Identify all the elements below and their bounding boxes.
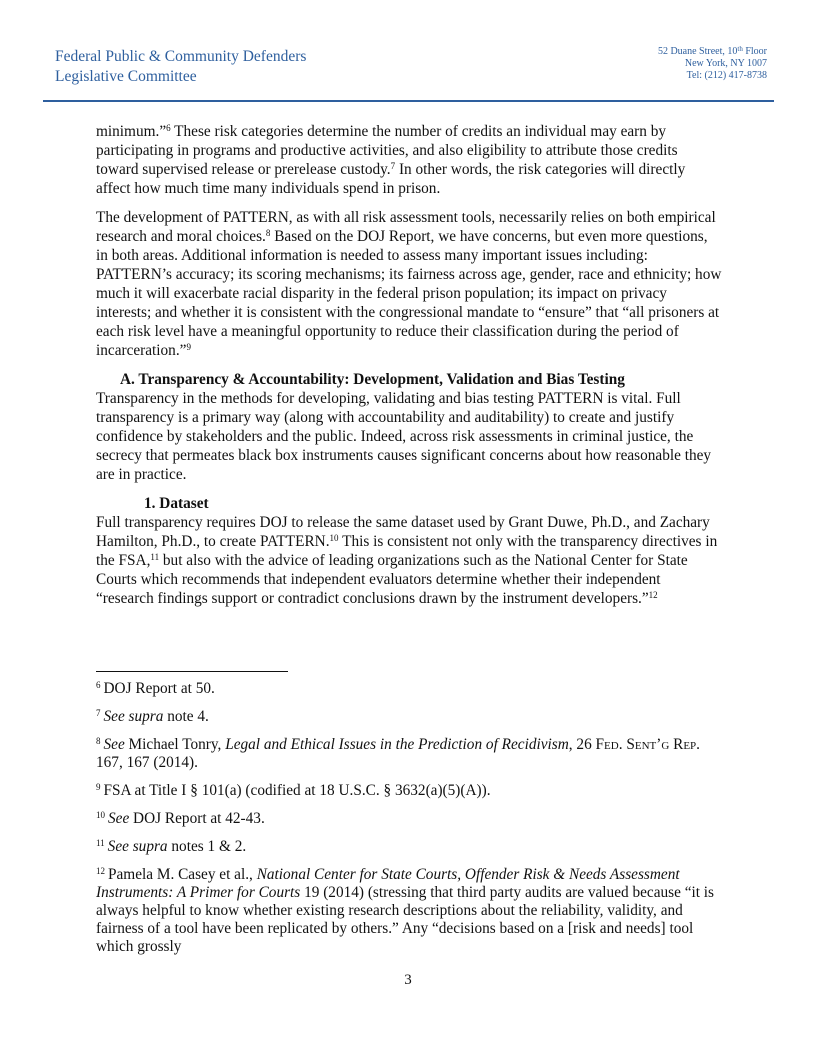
footnote-11: $^{11}$ See supra notes 1 & 2. xyxy=(96,838,247,855)
footnote-ref-12[interactable]: 12 xyxy=(648,590,658,600)
footnote-8: $^8$ See Michael Tonry, Legal and Ethical Issues in the Prediction of Recidivism, 26 Fed. Sent’g Rep. 167, 167 (2014). xyxy=(96,736,700,771)
footnote-ref-10[interactable]: 10 xyxy=(329,533,339,543)
footnote-ref-8[interactable]: 8 xyxy=(265,228,271,238)
org-name: Federal Public & Community Defenders xyxy=(55,48,307,65)
paragraph-pattern-development: The development of PATTERN, as with all risk assessment tools, necessarily relies on both empirical research and moral choices.$^8$ Based on the DOJ Report, we have concerns, but even more questions, in both areas. Additional information is needed to assess many important issues including: PATTERN’s accuracy; its scoring mechanisms; its fairness across age, gender, race and ethnicity; how much it will exacerbate racial disparity in the federal prison population; its impact on privacy interests; and whether it is consistent with the congressional mandate to “ensure” that “all prisoners at each risk level have a meaningful opportunity to reduce their classification during the period of incarceration.”$^9$ xyxy=(96,209,722,359)
address-city: New York, NY 1007 xyxy=(684,58,767,69)
footnotes xyxy=(96,680,722,966)
paragraph-transparency: Transparency in the methods for developing, validating and bias testing PATTERN is vital. Full transparency is a primary way (along with accountability and auditability) to create and justify confidence by stakeholders and the public. Indeed, across risk assessments in criminal justice, the secrecy that permeates black box instruments causes significant concerns about how reasonable they are in practice. xyxy=(96,390,712,483)
footnote-ref-7[interactable]: 7 xyxy=(390,161,396,171)
subsection-heading-dataset: 1. Dataset xyxy=(144,495,209,512)
paragraph-risk-categories: minimum.”$^6$ These risk categories determine the number of credits an individual may earn by participating in programs and productive activities, and also eligibility to attribute those credits toward supervised release or prerelease custody.$^7$ In other words, the risk categories will directly affect how much time many individuals spend in prison. xyxy=(96,123,686,197)
footnote-ref-9[interactable]: 9 xyxy=(186,342,191,352)
letterhead-organization xyxy=(55,47,306,87)
org-committee: Legislative Committee xyxy=(55,68,197,85)
section-heading-transparency: A. Transparency & Accountability: Development, Validation and Bias Testing xyxy=(120,371,625,388)
footnote-6: $^6$ DOJ Report at 50. xyxy=(96,680,215,697)
page-number: 3 xyxy=(404,972,412,988)
footnote-9: $^9$ FSA at Title I § 101(a) (codified at 18 U.S.C. § 3632(a)(5)(A)). xyxy=(96,782,491,799)
footnote-12: $^{12}$ Pamela M. Casey et al., National Center for State Courts, Offender Risk & Needs Assessment Instruments: A Primer for Courts 19 (2014) (stressing that third party audits are valued because “it is always helpful to know whether existing research descriptions about the reliability, validity, and fairness of a tool have been replicated by others.” Any “decisions based on a [risk and needs] tool which grossly xyxy=(96,866,715,955)
address-street: 52 Duane Street, 10th Floor xyxy=(657,45,767,57)
footnote-divider xyxy=(96,671,288,672)
letterhead-address xyxy=(658,46,767,82)
paragraph-dataset: Full transparency requires DOJ to release the same dataset used by Grant Duwe, Ph.D., and Zachary Hamilton, Ph.D., to create PATTERN.$^{10}$ This is consistent not only with the transparency directives in the FSA,$^{11}$ but also with the advice of leading organizations such as the National Center for State Courts which recommends that independent evaluators determine whether their independent “research findings support or contradict conclusions drawn by the instrument developers.”$^{12}$ xyxy=(96,514,718,607)
footnote-10: $^{10}$ See DOJ Report at 42-43. xyxy=(96,810,265,827)
main-text xyxy=(96,122,722,618)
header-divider xyxy=(43,100,774,102)
footnote-ref-11[interactable]: 11 xyxy=(150,552,160,562)
address-phone: Tel: (212) 417-8738 xyxy=(686,70,767,81)
footnote-7: $^7$ See supra note 4. xyxy=(96,708,209,725)
footnote-ref-6[interactable]: 6 xyxy=(166,123,171,133)
